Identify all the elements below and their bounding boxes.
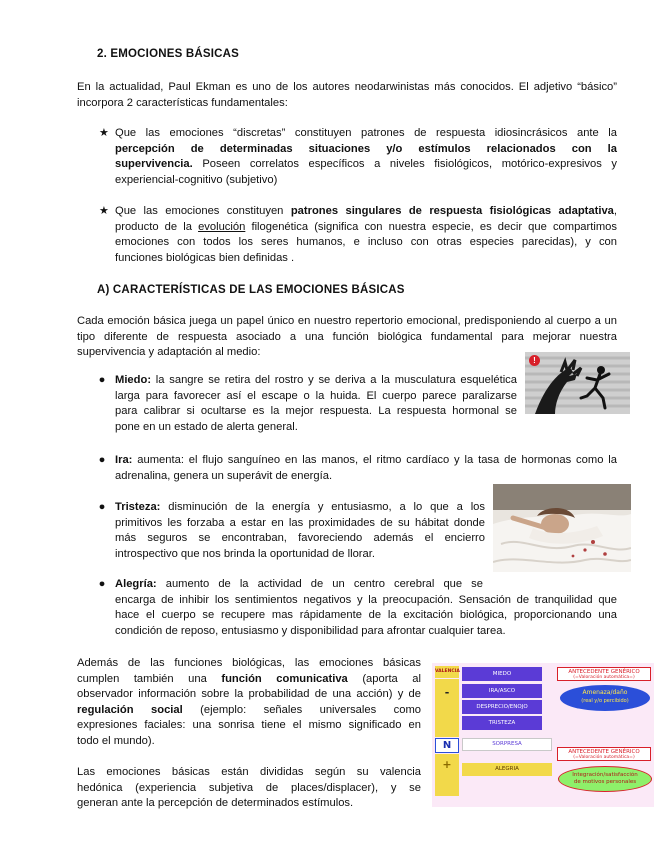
section-heading: 2. EMOCIONES BÁSICAS: [97, 48, 240, 60]
intro-paragraph: En la actualidad, Paul Ekman es uno de los autores neodarwinistas más conocidos. El adjetivo “básico” incorpora 2 características fundamentales:: [77, 81, 617, 109]
closing-1-line-6: todo el mundo).: [77, 734, 155, 747]
star-bullet-2-bold: patrones singulares de respuesta fisiológicas adaptativa: [290, 205, 614, 217]
threat-label: Amenaza/daño: [582, 689, 628, 696]
antecedent-box-1: [557, 667, 651, 681]
star-bullet-1-line-3-rest: Poseen correlatos específicos a niveles fisiológicos, motórico-expresivos y: [192, 158, 617, 171]
star-bullet-2-line-1: [115, 204, 617, 220]
alert-badge-icon: !: [529, 355, 540, 366]
miedo-line-1-text: la sangre se retira del rostro y se deriva a la musculatura esquelética: [151, 374, 517, 386]
star-bullet-2-line-2-post: filogenética (significa con nuestra especie, es decir que compartimos: [245, 220, 617, 233]
fear-illustration-svg: [525, 352, 630, 414]
star-bullet-1-line-2: percepción de determinadas situaciones y/o estímulos relacionados con la: [115, 142, 617, 155]
alegria-line-2: encarga de inhibir los sentimientos negativos y la preocupación. Sensación de tranquilidad que: [115, 593, 617, 606]
regulacion-social-bold: regulación social: [77, 703, 183, 716]
bullet-dot-icon: ●: [98, 578, 106, 590]
ira-line-2: adrenalina, genera un superávit de energía.: [115, 469, 333, 482]
tristeza-term: Tristeza:: [115, 501, 161, 513]
closing-1-line-4-post: (ejemplo: señales universales como: [182, 703, 421, 716]
bullet-dot-icon: ●: [98, 454, 106, 466]
closing-2-line-3: generan ante la percepción de determinados estímulos.: [77, 797, 354, 810]
star-bullet-1-line-4: experiencial-cognitivo (subjetivo): [115, 173, 278, 186]
valencia-label: VALENCIA: [435, 666, 459, 678]
star-bullet-2-line-2: [115, 220, 617, 236]
diagram-item-tristeza: TRISTEZA: [462, 716, 542, 730]
sub-heading: A) CARACTERÍSTICAS DE LAS EMOCIONES BÁSICAS: [97, 284, 405, 296]
star-bullet-2-line-4: funciones biológicas bien definidas .: [115, 251, 295, 264]
star-bullet-2-line-2-pre: producto de la: [115, 220, 199, 233]
star-bullet-1-bold: supervivencia.: [115, 158, 193, 171]
diagram-item-ira: IRA/ASCO: [462, 684, 542, 698]
tristeza-line-1: [115, 500, 485, 516]
closing-1-line-2-pre: cumplen también una: [77, 672, 222, 685]
miedo-line-1: [115, 373, 517, 389]
ira-term: Ira:: [115, 454, 133, 466]
tristeza-line-2: primitivos les forzaba a estar en las proximidades de su hábitat donde: [115, 516, 485, 529]
closing-1-line-2-post: (aporta al: [347, 672, 422, 685]
sadness-illustration-svg: [493, 484, 631, 572]
star-bullet-icon: ★: [98, 205, 110, 217]
star-bullet-1-line-1: Que las emociones “discretas” constituyen patrones de respuesta idiosincrásicos ante la: [115, 127, 617, 139]
negative-sign: -: [435, 679, 459, 737]
alegria-line-4: condición de reposo, entusiasmo y disponibilidad para afrontar cualquier tarea.: [115, 624, 506, 637]
antecedent-title-2: ANTECEDENTE GENÉRICO: [568, 749, 640, 755]
integration-ellipse: Integración/satisfacción de motivos personales: [558, 766, 652, 792]
closing-1-line-1: Además de las funciones biológicas, las emociones básicas: [77, 657, 421, 669]
alegria-line-1-text: aumento de la actividad de un centro cerebral que se: [156, 578, 483, 590]
alegria-term: Alegría:: [115, 578, 157, 590]
closing-1-line-2: [77, 672, 421, 688]
diagram-item-miedo: MIEDO: [462, 667, 542, 681]
alegria-line-3: hace el cuerpo se recupere mas rápidamente de la excitación biológica, proporcionando una: [115, 609, 617, 622]
positive-sign: +: [435, 754, 459, 796]
funcion-comunicativa-bold: función comunicativa: [221, 672, 348, 685]
closing-paragraph-2: [77, 765, 421, 812]
antecedent-sub-2: (=Valoración automática=): [573, 755, 635, 760]
alegria-line-1: [115, 577, 483, 593]
miedo-line-3: para calibrar si ocultarse es la mejor respuesta. La respuesta hormonal se: [115, 405, 517, 418]
closing-2-line-2: hedónica (experiencia subjetiva de places/displacer), y se: [77, 781, 421, 794]
star-bullet-2-line-1-post: ,: [613, 205, 618, 217]
star-bullet-2-line-1-pre: Que las emociones constituyen: [115, 205, 291, 217]
star-bullet-2-line-3: emociones con todos los seres humanos, e incluso con otras especies parecidas), y con: [115, 236, 617, 249]
subsection-paragraph: Cada emoción básica juega un papel único en nuestro repertorio emocional, predisponiendo al cuerpo a un tipo diferente de respuesta asociado a una función biológica fundamental para mejorar nuestra supervivencia y adaptación al medio:: [77, 315, 617, 359]
valence-diagram: [432, 663, 654, 807]
miedo-term: Miedo:: [115, 374, 152, 386]
neutral-sign: N: [435, 738, 459, 753]
threat-sub: (real y/o percibido): [581, 698, 629, 704]
star-bullet-icon: ★: [98, 127, 110, 139]
closing-paragraph-1: [77, 656, 421, 750]
bullet-dot-icon: ●: [98, 374, 106, 386]
closing-1-line-5: expresiones faciales: una sonrisa tiene el mismo significado en: [77, 719, 421, 732]
tristeza-line-3: más seguros se encontraban, favoreciendo además el encierro: [115, 532, 485, 545]
star-bullet-1-line-3: [115, 157, 617, 173]
bullet-dot-icon: ●: [98, 501, 106, 513]
evolucion-underlined: evolución: [198, 220, 246, 233]
diagram-item-sorpresa: SORPRESA: [462, 738, 552, 751]
closing-1-line-4: [77, 703, 421, 719]
tristeza-line-1-text: disminución de la energía y entusiasmo, a lo que a los: [160, 501, 485, 513]
miedo-line-2: larga para favorecer así el escape o la huida. El cuerpo parece paralizarse: [115, 389, 517, 402]
ira-line-1: [115, 453, 617, 469]
closing-1-line-3: observador información sobre la probabilidad de una acción) y de: [77, 688, 421, 701]
closing-2-line-1: Las emociones básicas están divididas según su valencia: [77, 766, 421, 778]
antecedent-sub-1: (=Valoración automática=): [573, 675, 635, 680]
diagram-item-desprecio: DESPRECIO/ENOJO: [462, 700, 542, 714]
threat-ellipse: [560, 685, 650, 711]
antecedent-title-1: ANTECEDENTE GENÉRICO: [568, 669, 640, 675]
sadness-illustration: [493, 484, 631, 572]
ira-line-1-text: aumenta: el flujo sanguíneo en las manos, el ritmo cardíaco y la tasa de hormonas como la: [132, 454, 617, 466]
miedo-line-4: pone en un estado de alerta general.: [115, 420, 298, 433]
diagram-item-alegria: ALEGRIA: [462, 763, 552, 776]
fear-illustration: [525, 352, 630, 414]
antecedent-box-2: [557, 747, 651, 761]
tristeza-line-4: introspectivo que nos brinda la oportunidad de llorar.: [115, 547, 375, 560]
